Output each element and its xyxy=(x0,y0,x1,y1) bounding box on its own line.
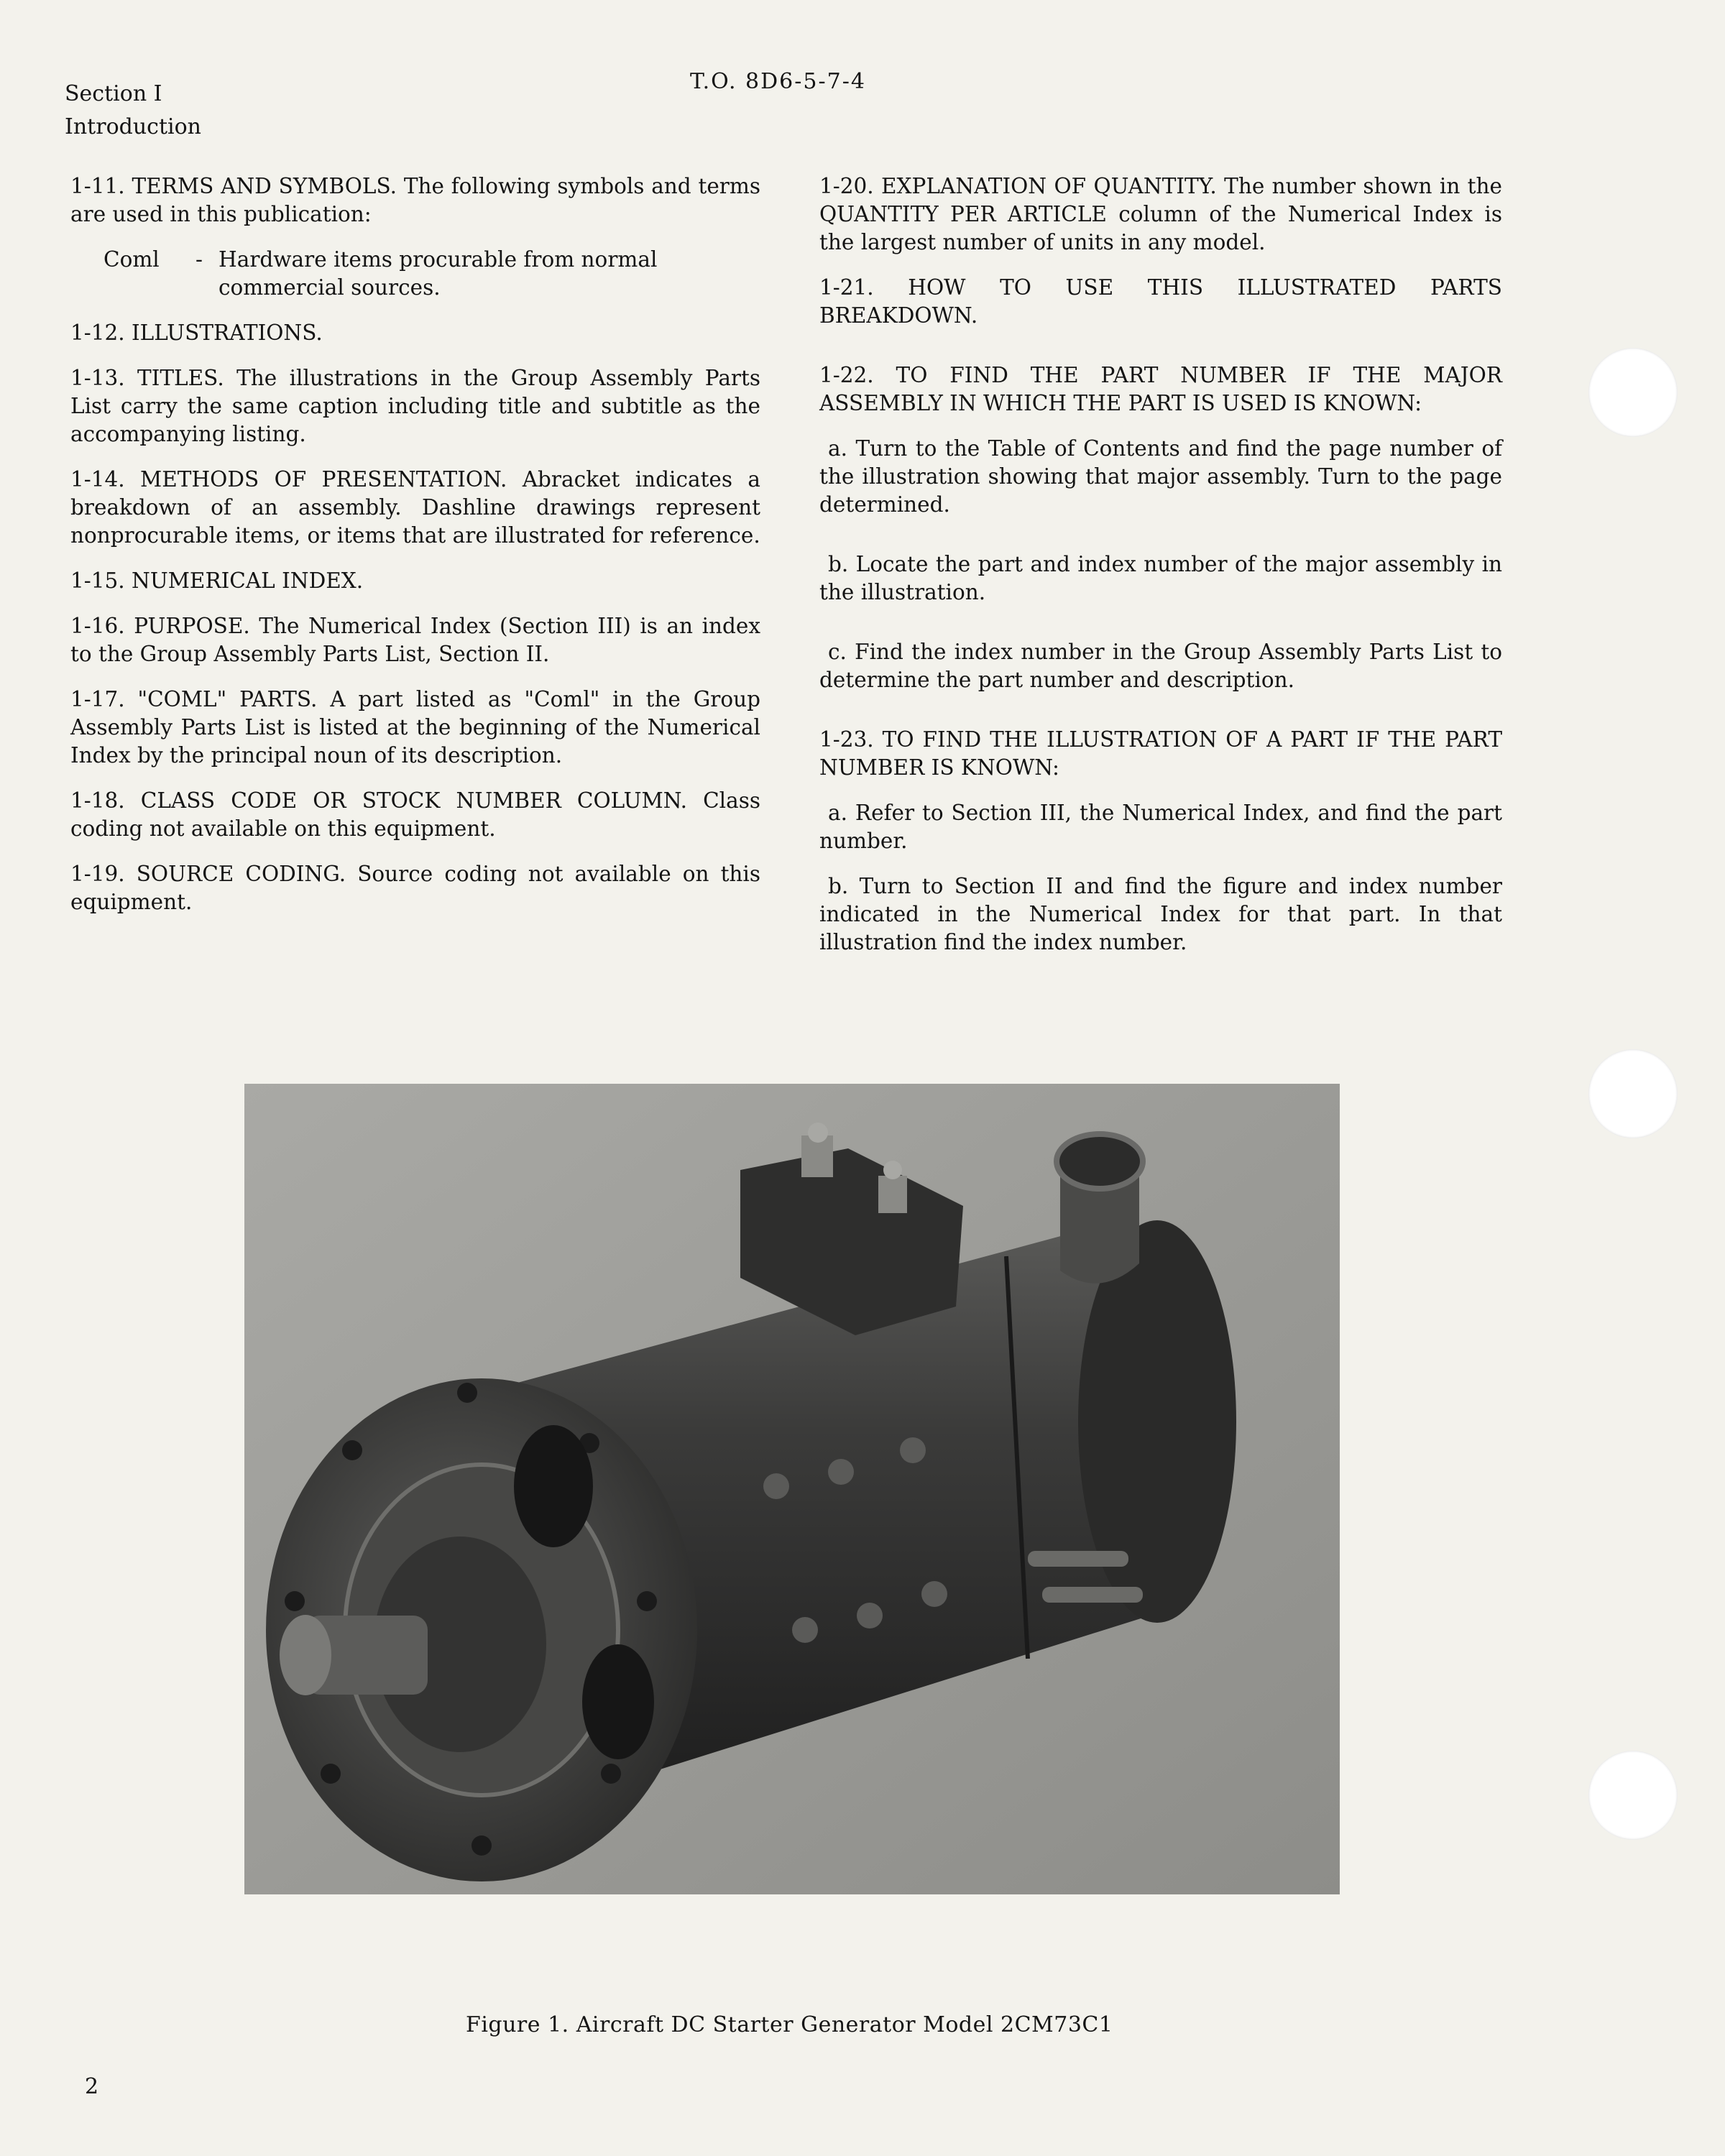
paragraph-1-17: 1-17. "COML" PARTS. A part listed as "Coml" in the Group Assembly Parts List is listed at the beginning of the Numerical Index by the principal noun of its description. xyxy=(70,687,760,768)
binder-hole-middle xyxy=(1588,1049,1678,1138)
right-column xyxy=(819,172,1502,957)
starter-generator-photo xyxy=(244,1084,1340,1894)
binder-hole-top xyxy=(1588,348,1678,437)
paragraph-1-20: 1-20. EXPLANATION OF QUANTITY. The number shown in the QUANTITY PER ARTICLE column of the Numerical Index is the largest number of units in any model. xyxy=(819,174,1502,254)
definition-text: Hardware items procurable from normal commercial sources. xyxy=(218,247,658,300)
figure-caption: Figure 1. Aircraft DC Starter Generator Model 2CM73C1 xyxy=(466,2012,1113,2037)
paragraph-1-16: 1-16. PURPOSE. The Numerical Index (Section III) is an index to the Group Assembly Parts List, Section II. xyxy=(70,614,760,666)
definition-term: Coml xyxy=(104,247,160,272)
paragraph-1-18: 1-18. CLASS CODE OR STOCK NUMBER COLUMN. Class coding not available on this equipment. xyxy=(70,788,760,841)
paragraph-1-22: 1-22. TO FIND THE PART NUMBER IF THE MAJOR ASSEMBLY IN WHICH THE PART IS USED IS KNOWN: xyxy=(819,363,1502,415)
paragraph-1-13: 1-13. TITLES. The illustrations in the Group Assembly Parts List carry the same caption including title and subtitle as the accompanying listing. xyxy=(70,366,760,446)
paragraph-1-22c: c. Find the index number in the Group Assembly Parts List to determine the part number and description. xyxy=(819,640,1502,692)
section-label: Section I xyxy=(65,81,162,106)
paragraph-1-23a: a. Refer to Section III, the Numerical Index, and find the part number. xyxy=(819,801,1502,853)
section-heading xyxy=(65,78,201,144)
paragraph-1-15: 1-15. NUMERICAL INDEX. xyxy=(70,568,364,593)
generator-illustration xyxy=(244,1084,1340,1894)
paragraph-1-22a: a. Turn to the Table of Contents and find the page number of the illustration showing that major assembly. Turn to the page determined. xyxy=(819,436,1502,517)
paragraph-1-11: 1-11. TERMS AND SYMBOLS. The following symbols and terms are used in this publication: xyxy=(70,174,760,226)
paragraph-1-23: 1-23. TO FIND THE ILLUSTRATION OF A PART IF THE PART NUMBER IS KNOWN: xyxy=(819,727,1502,780)
paragraph-1-19: 1-19. SOURCE CODING. Source coding not available on this equipment. xyxy=(70,862,760,914)
subsection-label: Introduction xyxy=(65,114,201,139)
binder-hole-bottom xyxy=(1588,1751,1678,1840)
paragraph-1-12: 1-12. ILLUSTRATIONS. xyxy=(70,321,323,345)
page-number: 2 xyxy=(85,2074,99,2099)
technical-order-number: T.O. 8D6-5-7-4 xyxy=(690,69,866,94)
definition-coml xyxy=(70,246,760,302)
paragraph-1-21: 1-21. HOW TO USE THIS ILLUSTRATED PARTS BREAKDOWN. xyxy=(819,275,1502,328)
paragraph-1-23b: b. Turn to Section II and find the figure and index number indicated in the Numerical Index for that part. In that illustration find the index number. xyxy=(819,874,1502,954)
definition-separator: - xyxy=(196,247,203,272)
left-column xyxy=(70,172,760,916)
paragraph-1-14: 1-14. METHODS OF PRESENTATION. Abracket indicates a breakdown of an assembly. Dashline drawings represent nonprocurable items, or items that are illustrated for reference. xyxy=(70,467,760,548)
paragraph-1-22b: b. Locate the part and index number of the major assembly in the illustration. xyxy=(819,552,1502,604)
